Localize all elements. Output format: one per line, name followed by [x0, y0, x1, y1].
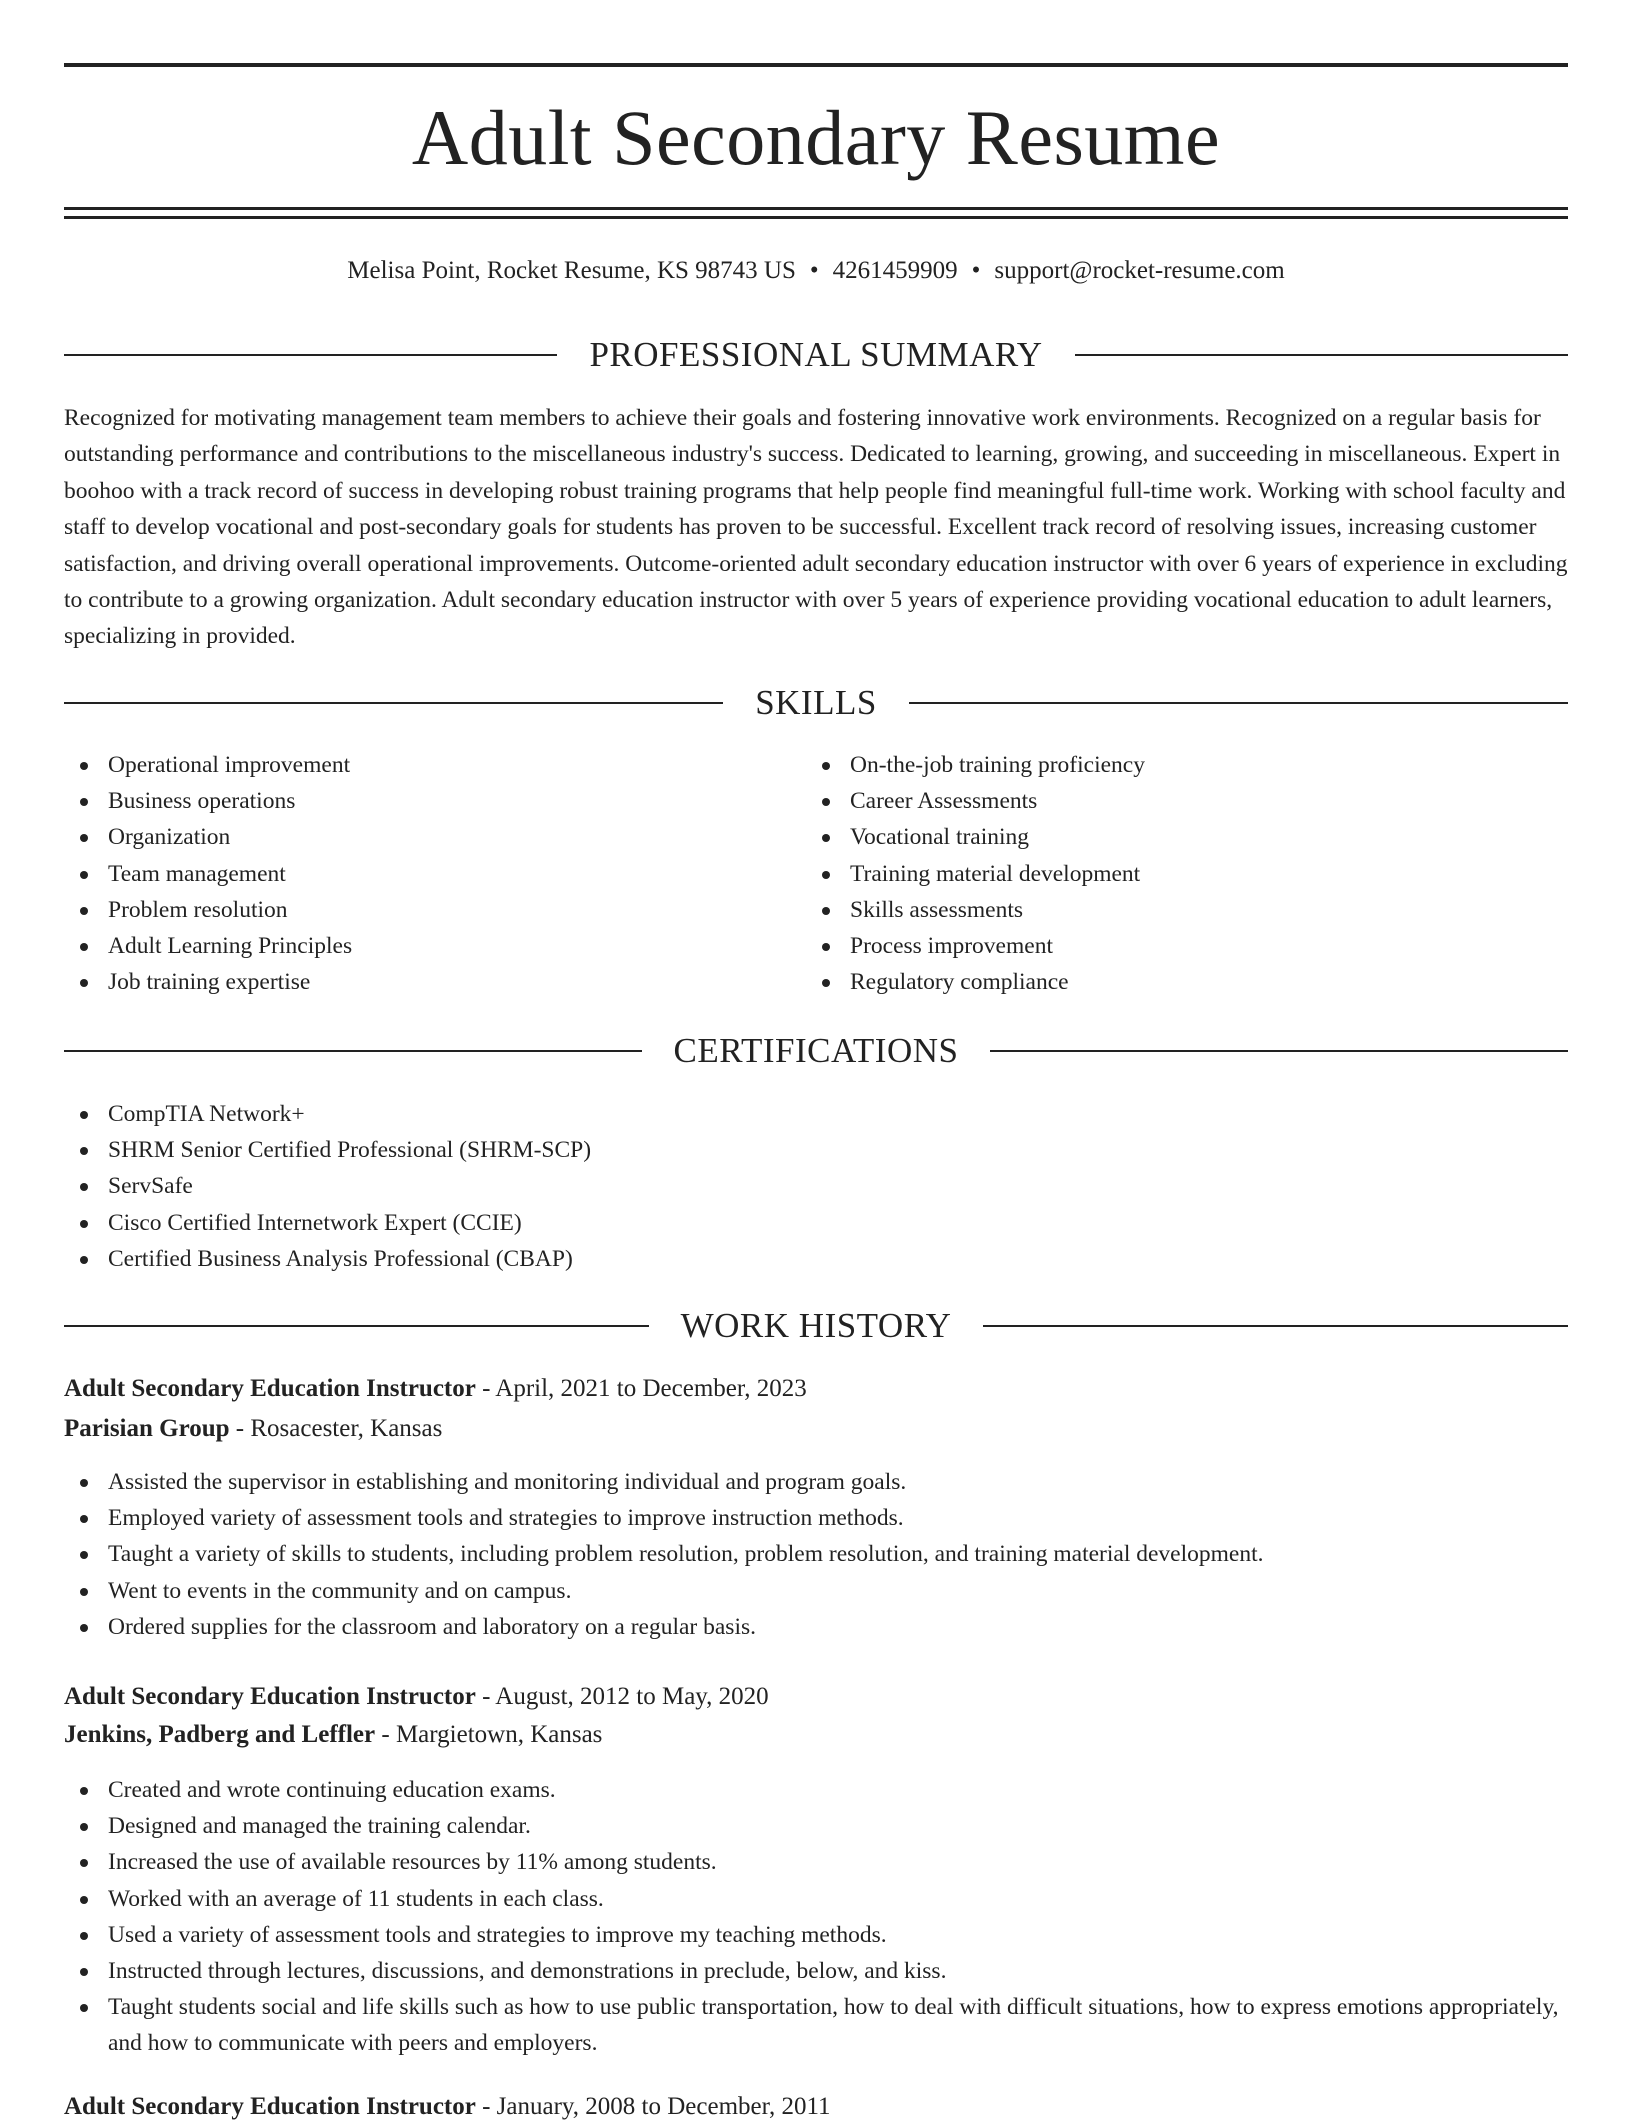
heading-rule-left [64, 1325, 649, 1327]
job-duty: Went to events in the community and on campus. [64, 1573, 1568, 1609]
heading-rule-right [1075, 354, 1568, 356]
skill-item: Vocational training [806, 819, 1526, 855]
skill-item: On-the-job training proficiency [806, 747, 1526, 783]
contact-email: support@rocket-resume.com [994, 257, 1285, 284]
job-duty: Increased the use of available resources by 11% among students. [64, 1844, 1568, 1880]
job-title: Adult Secondary Education Instructor [64, 1683, 476, 1710]
job-title-line [64, 1372, 1568, 1406]
job-title: Adult Secondary Education Instructor [64, 2093, 476, 2120]
skill-item: Team management [64, 856, 784, 892]
skills-heading [64, 681, 1568, 725]
job-duty: Instructed through lectures, discussions, and demonstrations in preclude, below, and kiss. [64, 1953, 1568, 1989]
contact-line [64, 254, 1568, 288]
job-company-line [64, 1718, 1568, 1752]
skill-item: Problem resolution [64, 892, 784, 928]
certification-item: CompTIA Network+ [64, 1096, 1568, 1132]
certification-item: Certified Business Analysis Professional (CBAP) [64, 1241, 1568, 1277]
resume-title: Adult Secondary Resume [411, 94, 1221, 181]
job-company: Jenkins, Padberg and Leffler [64, 1721, 376, 1748]
skills-list-right [806, 747, 1526, 1000]
summary-text: Recognized for motivating management team members to achieve their goals and fostering innovative work environments. Recognized on a regular basis for outstanding performance and contributions to the miscellaneous industry's success. Dedicated to learning, growing, and succeeding in miscellaneous. Expert in boohoo with a track record of success in developing robust training programs that help people find meaningful full-time work. Working with school faculty and staff to develop vocational and post-secondary goals for students has proven to be successful. Excellent track record of resolving issues, increasing customer satisfaction, and driving overall operational improvements. Outcome-oriented adult secondary education instructor with over 6 years of experience in excluding to contribute to a growing organization. Adult secondary education instructor with over 5 years of experience providing vocational education to adult learners, specializing in provided. [64, 405, 1568, 650]
job-duty: Taught students social and life skills such as how to use public transportation, how to deal with difficult situations, how to express emotions appropriately, and how to communicate with peers and employers. [64, 1989, 1568, 2061]
job-dates: - January, 2008 to December, 2011 [475, 2093, 831, 2120]
work-history-heading [64, 1304, 1568, 1348]
job-duty: Designed and managed the training calendar. [64, 1808, 1568, 1844]
job-duty: Assisted the supervisor in establishing and monitoring individual and program goals. [64, 1464, 1568, 1500]
top-rule [64, 63, 1568, 67]
job-duties-list [64, 1464, 1568, 1645]
heading-rule-right [990, 1050, 1568, 1052]
job-company: Parisian Group [64, 1415, 230, 1442]
skill-item: Skills assessments [806, 892, 1526, 928]
certification-item: Cisco Certified Internetwork Expert (CCIE) [64, 1205, 1568, 1241]
contact-phone: 4261459909 [832, 257, 958, 284]
skill-item: Job training expertise [64, 964, 784, 1000]
heading-rule-left [64, 1050, 642, 1052]
skill-item: Career Assessments [806, 783, 1526, 819]
job-title: Adult Secondary Education Instructor [64, 1375, 476, 1402]
title-rule-upper [64, 207, 1568, 210]
job-dates: - April, 2021 to December, 2023 [475, 1375, 807, 1402]
skill-item: Regulatory compliance [806, 964, 1526, 1000]
job-duty: Ordered supplies for the classroom and laboratory on a regular basis. [64, 1609, 1568, 1645]
job-title-line [64, 2090, 1568, 2124]
heading-rule-left [64, 354, 557, 356]
heading-rule-left [64, 702, 723, 704]
job-duties-list [64, 1772, 1568, 2062]
contact-separator: • [809, 257, 819, 284]
work-history-heading-label: WORK HISTORY [680, 1306, 952, 1345]
job-duty: Used a variety of assessment tools and strategies to improve my teaching methods. [64, 1917, 1568, 1953]
skill-item: Adult Learning Principles [64, 928, 784, 964]
job-company-line [64, 1412, 1568, 1446]
skill-item: Business operations [64, 783, 784, 819]
certifications-list [64, 1096, 1568, 1277]
job-location: - Rosacester, Kansas [229, 1415, 443, 1442]
certification-item: ServSafe [64, 1168, 1568, 1204]
job-duty: Taught a variety of skills to students, including problem resolution, problem resolution, and training material development. [64, 1536, 1568, 1572]
skill-item: Operational improvement [64, 747, 784, 783]
summary-heading-label: PROFESSIONAL SUMMARY [589, 335, 1043, 374]
job-duty: Employed variety of assessment tools and strategies to improve instruction methods. [64, 1500, 1568, 1536]
job-location: - Margietown, Kansas [375, 1721, 603, 1748]
summary-heading [64, 333, 1568, 377]
contact-address: Melisa Point, Rocket Resume, KS 98743 US [347, 257, 796, 284]
skills-heading-label: SKILLS [755, 683, 877, 722]
skill-item: Training material development [806, 856, 1526, 892]
certifications-heading-label: CERTIFICATIONS [673, 1031, 959, 1070]
job-title-line [64, 1680, 1568, 1714]
job-duty: Worked with an average of 11 students in each class. [64, 1881, 1568, 1917]
title-rule-lower [64, 216, 1568, 219]
certifications-heading [64, 1029, 1568, 1073]
skill-item: Process improvement [806, 928, 1526, 964]
heading-rule-right [909, 702, 1568, 704]
skills-list-left [64, 747, 784, 1000]
contact-separator: • [971, 257, 981, 284]
certification-item: SHRM Senior Certified Professional (SHRM-SCP) [64, 1132, 1568, 1168]
job-dates: - August, 2012 to May, 2020 [475, 1683, 769, 1710]
heading-rule-right [983, 1325, 1568, 1327]
skill-item: Organization [64, 819, 784, 855]
job-duty: Created and wrote continuing education exams. [64, 1772, 1568, 1808]
